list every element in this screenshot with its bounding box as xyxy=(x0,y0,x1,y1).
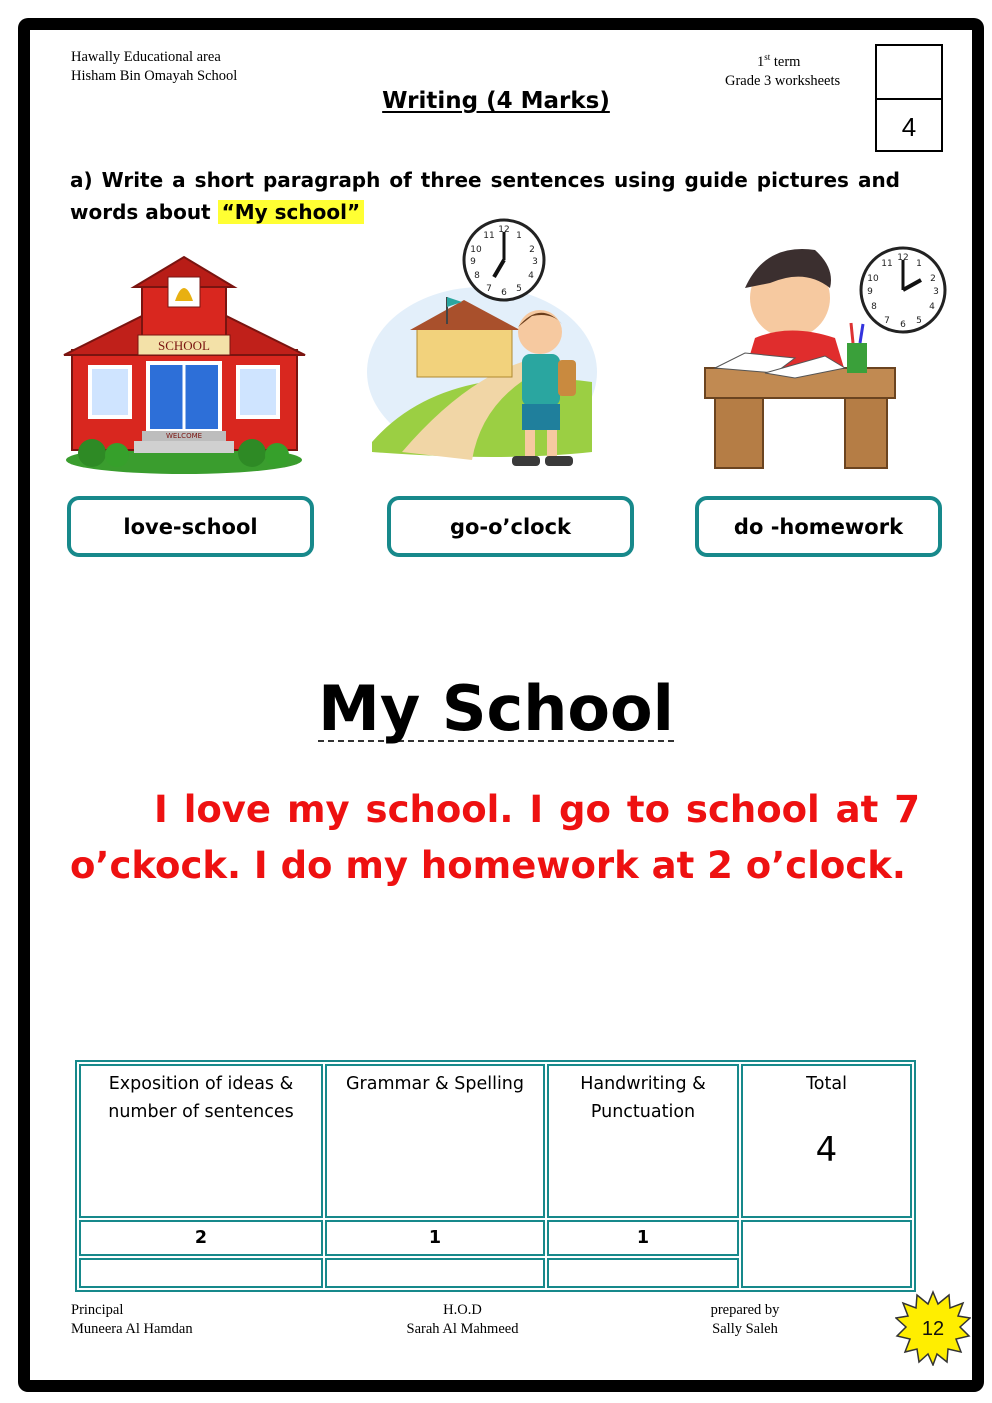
rubric-header-handwriting: Handwriting & Punctuation xyxy=(547,1064,739,1218)
doing-homework-image xyxy=(685,228,955,473)
paragraph-title: My School xyxy=(318,672,674,745)
prepared-name: Sally Saleh xyxy=(712,1321,778,1337)
svg-text:5: 5 xyxy=(916,316,922,326)
educational-area: Hawally Educational area xyxy=(71,49,221,65)
svg-text:9: 9 xyxy=(867,287,873,297)
svg-text:3: 3 xyxy=(532,257,538,267)
rubric-score-row xyxy=(79,1220,912,1256)
rubric-header-total xyxy=(741,1064,912,1218)
blank-exposition xyxy=(79,1258,323,1288)
term-label: 1st term xyxy=(757,52,801,70)
header-left xyxy=(71,48,237,86)
svg-text:6: 6 xyxy=(900,320,906,330)
footer-hod xyxy=(370,1301,555,1339)
clock-7-oclock-icon xyxy=(464,220,544,300)
svg-text:9: 9 xyxy=(470,257,476,267)
rubric-table xyxy=(75,1060,916,1292)
total-label: Total xyxy=(806,1074,847,1094)
topic-highlight: “My school” xyxy=(218,200,365,224)
page-number: 12 xyxy=(921,1318,945,1340)
svg-text:11: 11 xyxy=(881,259,893,269)
score-handwriting: 1 xyxy=(547,1220,739,1256)
svg-text:8: 8 xyxy=(474,271,480,281)
blank-grammar xyxy=(325,1258,545,1288)
clock-2-oclock-icon xyxy=(861,248,945,332)
svg-text:4: 4 xyxy=(929,302,935,312)
principal-label: Principal xyxy=(71,1302,124,1318)
score-exposition: 2 xyxy=(79,1220,323,1256)
svg-text:11: 11 xyxy=(483,231,495,241)
school-sign-text: SCHOOL xyxy=(157,338,211,353)
rubric-header-row xyxy=(79,1064,912,1218)
section-title: Writing (4 Marks) xyxy=(382,88,610,114)
rubric-header-grammar: Grammar & Spelling xyxy=(325,1064,545,1218)
svg-text:7: 7 xyxy=(884,316,890,326)
hod-label: H.O.D xyxy=(443,1302,482,1318)
svg-text:2: 2 xyxy=(930,274,936,284)
footer-prepared xyxy=(690,1301,800,1339)
answer-paragraph: I love my school. I go to school at 7 o’ckock. I do my homework at 2 o’clock. xyxy=(70,788,920,887)
svg-text:7: 7 xyxy=(486,284,492,294)
blank-handwriting xyxy=(547,1258,739,1288)
total-score-cell xyxy=(741,1220,912,1288)
hod-name: Sarah Al Mahmeed xyxy=(406,1321,519,1337)
word-box-love-school: love-school xyxy=(67,496,314,557)
grade-label: Grade 3 worksheets xyxy=(725,72,841,89)
svg-text:1: 1 xyxy=(916,259,922,269)
svg-text:3: 3 xyxy=(933,287,939,297)
principal-name: Muneera Al Hamdan xyxy=(71,1321,193,1337)
footer-principal xyxy=(71,1301,193,1339)
svg-text:12: 12 xyxy=(498,225,510,235)
page-number-starburst-icon xyxy=(895,1290,971,1366)
total-value: 4 xyxy=(815,1130,838,1170)
svg-text:8: 8 xyxy=(871,302,877,312)
walking-to-school-image xyxy=(362,212,602,480)
svg-text:12: 12 xyxy=(897,253,909,263)
marks-value: 4 xyxy=(901,112,917,142)
welcome-mat-text: WELCOME xyxy=(165,432,203,440)
svg-text:10: 10 xyxy=(470,245,482,255)
school-name: Hisham Bin Omayah School xyxy=(71,68,238,84)
prepared-label: prepared by xyxy=(710,1302,780,1318)
score-grammar: 1 xyxy=(325,1220,545,1256)
rubric-header-exposition: Exposition of ideas & number of sentences xyxy=(79,1064,323,1218)
svg-text:4: 4 xyxy=(528,271,534,281)
svg-text:5: 5 xyxy=(516,284,522,294)
word-box-do-homework: do -homework xyxy=(695,496,942,557)
header-right xyxy=(725,48,865,91)
svg-text:10: 10 xyxy=(867,274,879,284)
word-box-go-oclock: go-o’clock xyxy=(387,496,634,557)
instruction-text: a) Write a short paragraph of three sentences using guide pictures and words about xyxy=(70,168,900,224)
svg-text:6: 6 xyxy=(501,288,507,298)
svg-text:1: 1 xyxy=(516,231,522,241)
svg-text:2: 2 xyxy=(529,245,535,255)
school-building-image xyxy=(62,255,307,475)
